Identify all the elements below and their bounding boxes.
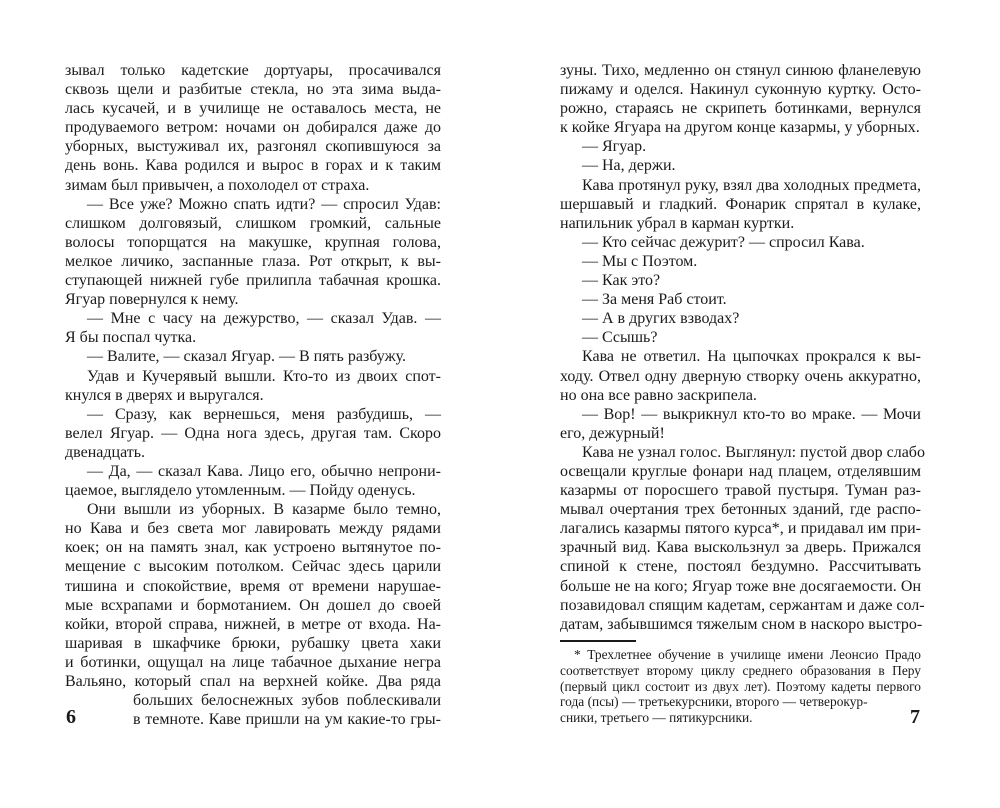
- text-line: коек; он на память знал, как устроено вытянутое по-: [65, 539, 441, 557]
- paragraph: [65, 500, 441, 729]
- paragraph: [560, 252, 921, 271]
- text-line: сквозь щели и разбитые стекла, но эта зима выда-: [65, 81, 441, 99]
- text-line: ходу. Отвел одну дверную створку очень аккуратно,: [560, 367, 921, 385]
- text-line: пижаму и оделся. Накинул суконную куртку. Осто-: [560, 81, 921, 99]
- text-line: — Кто сейчас дежурит? — спросил Кава.: [582, 233, 865, 251]
- text-line: продуваемого ветром: ночами он добирался даже до: [65, 119, 441, 137]
- text-line: — Как это?: [582, 272, 661, 290]
- text-line: — Ссышь?: [582, 329, 658, 347]
- paragraph: [560, 156, 921, 175]
- paragraph: [560, 271, 921, 290]
- text-line: шершавый и гладкий. Фонарик спрятал в кулаке,: [560, 195, 921, 213]
- text-line: но она все равно заскрипела.: [560, 386, 757, 404]
- text-line: рожно, стараясь не скрипеть ботинками, вернулся: [560, 100, 921, 118]
- text-line: Кава не ответил. На цыпочках прокрался к вы-: [582, 348, 921, 366]
- text-line: тишина и спокойствие, время от времени нарушае-: [65, 577, 441, 595]
- text-line: — На, держи.: [582, 157, 676, 175]
- text-line: Ягуар повернулся к нему.: [65, 291, 239, 309]
- paragraph: [560, 405, 921, 443]
- text-line: волосы топорщатся на макушке, крупная голова,: [65, 233, 441, 251]
- text-line: ступающей нижней губе прилипла табачная крошка.: [65, 272, 441, 290]
- text-line: — Вор! — выкрикнул кто-то во мраке. — Мочи: [582, 405, 921, 423]
- text-line: день вонь. Кава родился и вырос в горах и к таким: [65, 157, 441, 175]
- text-line: зимам был привычен, а похолодел от страха.: [65, 176, 370, 194]
- footnote-divider: [560, 640, 636, 642]
- text-line: и ботинки, ощущал на лице табачное дыхание негра: [65, 653, 441, 671]
- text-line: велел Ягуар. — Одна нога здесь, другая там. Скоро: [65, 424, 441, 442]
- text-line: Вальяно, который спал на верхней койке. Два ряда: [65, 673, 441, 690]
- paragraph: [65, 195, 441, 310]
- text-line: к койке Ягуара на другом конце казармы, у уборных.: [560, 119, 920, 137]
- paragraph: [65, 309, 441, 347]
- text-line: спиной к стене, постоял бездумно. Рассчитывать: [560, 558, 921, 576]
- text-line: уборных, выстуживал их, разгонял скопившуюся за: [65, 138, 441, 156]
- text-line: кнулся в дверях и выругался.: [65, 386, 264, 404]
- text-line: слишком долговязый, слишком громкий, сальные: [65, 214, 441, 232]
- paragraph: [560, 137, 921, 156]
- text-line: — Валите, — сказал Ягуар. — В пять разбужу.: [87, 348, 407, 366]
- text-line: позавидовал спящим кадетам, сержантам и даже сол-: [560, 596, 925, 614]
- text-line: больше не на кого; Ягуар тоже вне досягаемости. Он: [560, 577, 921, 595]
- text-line: — Мне с часу на дежурство, — сказал Удав. —: [87, 310, 441, 328]
- text-line: Кава не узнал голос. Выглянул: пустой двор слабо: [582, 443, 925, 461]
- footnote-line: года (псы) — третьекурсники, второго — четверокур-: [560, 694, 868, 710]
- text-line: зрачный вид. Кава выскользнул за дверь. Прижался: [560, 539, 921, 557]
- text-line: напильник убрал в карман куртки.: [560, 214, 795, 232]
- paragraph: [560, 309, 921, 328]
- paragraph: [560, 443, 925, 634]
- text-line: в темноте. Каве пришли на ум какие-то гры-: [133, 711, 441, 729]
- text-line: Кава протянул руку, взял два холодных предмета,: [582, 176, 921, 194]
- text-line: мелкое личико, заспанные глаза. Рот открыт, к вы-: [65, 252, 441, 270]
- footnote: [560, 647, 921, 726]
- text-line: — Ягуар.: [582, 138, 647, 156]
- footnote-line: (первый цикл состоит из двух лет). Поэтому кадеты первого: [560, 678, 921, 694]
- paragraph: [65, 462, 441, 500]
- text-line: Я бы поспал чутка.: [65, 329, 197, 347]
- text-line: его, дежурный!: [560, 424, 665, 442]
- paragraph: [65, 347, 441, 366]
- text-line: датам, забывшимся тяжелым сном в наскоро выстро-: [560, 615, 923, 633]
- paragraph: [560, 176, 921, 233]
- paragraph: [65, 405, 441, 462]
- text-line: лась кусачей, и в училище не оставалось места, не: [65, 100, 441, 118]
- text-line: казармы от поросшего травой пустыря. Туман раз-: [560, 482, 921, 500]
- paragraph: [560, 61, 921, 137]
- footnote-line: сники, третьего — пятикурсники.: [560, 710, 753, 726]
- text-line: койки, второй справа, нижней, в метре от входа. На-: [65, 615, 441, 633]
- text-line: Они вышли из уборных. В казарме было темно,: [87, 501, 441, 519]
- footnote-line: * Трехлетнее обучение в училище имени Леонсио Прадо: [574, 647, 921, 662]
- paragraph: [65, 61, 441, 195]
- text-line: — Сразу, как вернешься, меня разбудишь, —: [87, 405, 441, 423]
- text-line: — Да, — сказал Кава. Лицо его, обычно непрони-: [87, 462, 441, 480]
- text-line: шаривая в шкафчике брюки, рубашку цвета хаки: [65, 634, 441, 652]
- text-line: больших белоснежных зубов поблескивали: [133, 692, 441, 710]
- left-page-text: [65, 61, 441, 729]
- paragraph: [65, 367, 441, 405]
- right-page-text: [560, 61, 925, 634]
- text-line: цаемое, выглядело утомленным. — Пойду оденусь.: [65, 482, 416, 500]
- text-line: зывал только кадетские дортуары, просачивался: [65, 62, 441, 79]
- text-line: освещали круглые фонари над плацем, отделявшим: [560, 462, 921, 480]
- page-number-right: 7: [910, 706, 920, 728]
- paragraph: [560, 347, 921, 404]
- text-line: — Мы с Поэтом.: [582, 252, 698, 270]
- page-number-left: 6: [66, 706, 76, 728]
- text-line: но Кава и без света мог лавировать между рядами: [65, 520, 441, 538]
- paragraph: [560, 233, 921, 252]
- text-line: двенадцать.: [65, 443, 146, 461]
- text-line: зуны. Тихо, медленно он стянул синюю фланелевую: [560, 62, 921, 79]
- paragraph: [560, 328, 921, 347]
- text-line: — За меня Раб стоит.: [582, 291, 727, 309]
- text-line: мые всхрапами и бормотанием. Он дошел до своей: [65, 596, 441, 614]
- text-line: — А в других взводах?: [582, 310, 740, 328]
- text-line: мывал очертания трех бетонных зданий, где распо-: [560, 501, 921, 519]
- text-line: лагались казармы пятого курса*, и придавал им при-: [560, 520, 921, 538]
- text-line: Удав и Кучерявый вышли. Кто-то из двоих спот-: [87, 367, 441, 385]
- text-line: мещение с высоким потолком. Сейчас здесь царили: [65, 558, 441, 576]
- footnote-line: соответствует второму циклу среднего образования в Перу: [560, 662, 921, 678]
- text-line: — Все уже? Можно спать идти? — спросил Удав:: [87, 195, 441, 213]
- paragraph: [560, 290, 921, 309]
